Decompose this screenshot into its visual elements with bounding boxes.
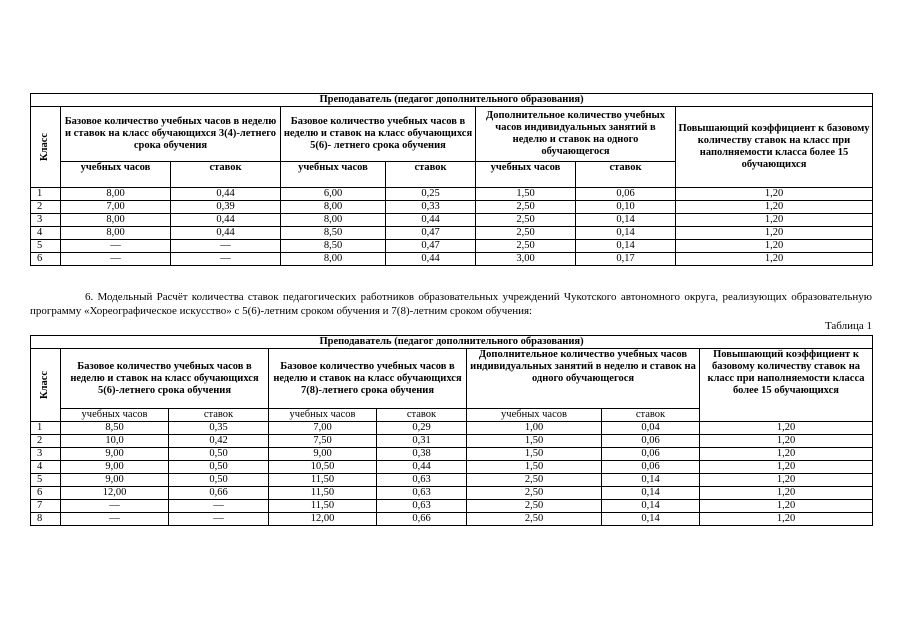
table-2-group3-header: Дополнительное количество учебных часов индивидуальных занятий в неделю и ставок на одного обучающегося [467,349,700,409]
table-cell: 0,33 [386,201,476,214]
table-cell: — [61,513,169,526]
table-cell: 0,44 [386,253,476,266]
table-cell: 0,14 [602,487,700,500]
table-cell: 0,63 [377,487,467,500]
class-header-label: Класс [39,132,51,162]
table-cell: 7,50 [269,435,377,448]
table-cell: 0,14 [576,227,676,240]
table-cell: 0,04 [602,422,700,435]
table-cell: 9,00 [269,448,377,461]
table-cell: 9,00 [61,448,169,461]
table-cell: 0,10 [576,201,676,214]
class-number-cell: 5 [31,240,61,253]
table-cell: 9,00 [61,461,169,474]
table-2-sub-rates-1: ставок [169,409,269,422]
table-cell: 8,00 [281,201,386,214]
table-cell: 0,39 [171,201,281,214]
table-cell: 0,38 [377,448,467,461]
table-cell: 0,42 [169,435,269,448]
class-number-cell: 4 [31,227,61,240]
table-row [31,500,873,513]
class-header-label: Класс [39,370,51,400]
table-cell: 10,50 [269,461,377,474]
table-cell: 1,50 [467,435,602,448]
table-cell: 0,29 [377,422,467,435]
table-cell: 0,63 [377,474,467,487]
table-cell: 0,14 [602,513,700,526]
table-cell: 1,20 [676,188,873,201]
table-2-sub-rates-2: ставок [377,409,467,422]
table-cell: — [169,513,269,526]
table-row [31,435,873,448]
table-2-class-header [31,349,61,422]
table-cell: 1,20 [676,214,873,227]
table-cell: 0,66 [377,513,467,526]
table-cell: 0,17 [576,253,676,266]
table-cell: 2,50 [476,227,576,240]
table-cell: 0,14 [576,214,676,227]
table-cell: 11,50 [269,487,377,500]
table-cell: 0,14 [576,240,676,253]
table-cell: 1,50 [467,448,602,461]
table-row [31,513,873,526]
class-number-cell: 1 [31,422,61,435]
table-row [31,474,873,487]
paragraph-6: 6. Модельный Расчёт количества ставок педагогических работников образовательных учреждений Чукотского автономного округа, реализующих образовательную программу «Хореографическое искусство» с 5(6)-летним сроком обучения и 7(8)-летним сроком обучения: [30,291,872,317]
table-1 [30,93,873,266]
table-1-body [31,188,873,266]
table-cell: 0,35 [169,422,269,435]
table-cell: 0,44 [171,188,281,201]
table-cell: 3,00 [476,253,576,266]
table-cell: — [61,500,169,513]
table-cell: 1,20 [676,253,873,266]
class-number-cell: 6 [31,253,61,266]
table-cell: 0,31 [377,435,467,448]
table-cell: 0,14 [602,474,700,487]
table-cell: 8,50 [61,422,169,435]
table-2-group4-header: Повышающий коэффициент к базовому количеству ставок на класс при наполняемости класса более 15 обучающихся [700,349,873,422]
class-number-cell: 6 [31,487,61,500]
table-2-sub-hours-2: учебных часов [269,409,377,422]
table-2-title: Преподаватель (педагог дополнительного образования) [31,336,873,349]
table-cell: 8,00 [281,214,386,227]
table-2-group1-header: Базовое количество учебных часов в неделю и ставок на класс обучающихся 5(6)-летнего срока обучения [61,349,269,409]
table-1-group4-header: Повышающий коэффициент к базовому количеству ставок на класс при наполняемости класса более 15 обучающихся [676,107,873,188]
table-cell: 8,00 [281,253,386,266]
table-cell: 12,00 [61,487,169,500]
class-number-cell: 1 [31,188,61,201]
table-cell: 7,00 [61,201,171,214]
table-cell: 0,50 [169,448,269,461]
table-cell: 2,50 [476,240,576,253]
class-number-cell: 2 [31,435,61,448]
table-cell: — [61,240,171,253]
table-row [31,253,873,266]
table-cell: 1,20 [700,448,873,461]
table-row [31,422,873,435]
table-cell: 0,25 [386,188,476,201]
table-cell: 0,44 [386,214,476,227]
table-cell: 11,50 [269,474,377,487]
class-number-cell: 5 [31,474,61,487]
table-cell: 2,50 [467,513,602,526]
table-cell: 8,50 [281,240,386,253]
table-cell: 2,50 [467,474,602,487]
table-cell: 0,44 [171,227,281,240]
table-2 [30,335,873,526]
table-row [31,487,873,500]
table-cell: 0,47 [386,240,476,253]
table-cell: 0,63 [377,500,467,513]
table-cell: 1,20 [700,474,873,487]
table-2-sub-rates-3: ставок [602,409,700,422]
table-1-sub-hours-2: учебных часов [281,162,386,188]
table-cell: — [171,253,281,266]
class-number-cell: 3 [31,448,61,461]
table-1-group2-header: Базовое количество учебных часов в неделю и ставок на класс обучающихся 5(6)- летнего срока обучения [281,107,476,162]
table-cell: 1,50 [476,188,576,201]
table-cell: 0,06 [602,448,700,461]
table-cell: 1,50 [467,461,602,474]
table-row [31,461,873,474]
table-cell: 8,00 [61,188,171,201]
table-row [31,201,873,214]
table-cell: 0,50 [169,461,269,474]
table-cell: 1,20 [700,513,873,526]
table-cell: 8,50 [281,227,386,240]
table-cell: 7,00 [269,422,377,435]
table-cell: 12,00 [269,513,377,526]
table-cell: — [171,240,281,253]
table-cell: 0,47 [386,227,476,240]
table-cell: 8,00 [61,214,171,227]
table-row [31,188,873,201]
class-number-cell: 2 [31,201,61,214]
table-row [31,214,873,227]
table-cell: 6,00 [281,188,386,201]
table-cell: 1,20 [700,435,873,448]
table-cell: 0,06 [602,435,700,448]
table-cell: 2,50 [467,487,602,500]
table-1-sub-hours-3: учебных часов [476,162,576,188]
table-cell: 0,44 [377,461,467,474]
table-cell: 2,50 [476,214,576,227]
table-row [31,448,873,461]
table-cell: 1,20 [676,240,873,253]
table-caption: Таблица 1 [824,320,872,332]
table-1-group3-header: Дополнительное количество учебных часов индивидуальных занятий в неделю и ставок на одного обучающегося [476,107,676,162]
table-1-sub-rates-2: ставок [386,162,476,188]
table-row [31,227,873,240]
table-cell: 1,20 [700,422,873,435]
table-1-sub-rates-1: ставок [171,162,281,188]
table-2-sub-hours-3: учебных часов [467,409,602,422]
class-number-cell: 7 [31,500,61,513]
table-cell: 1,20 [700,487,873,500]
table-cell: 2,50 [467,500,602,513]
table-cell: 1,20 [700,461,873,474]
table-1-title: Преподаватель (педагог дополнительного образования) [31,94,873,107]
table-1-sub-hours-1: учебных часов [61,162,171,188]
table-cell: 1,00 [467,422,602,435]
table-cell: 8,00 [61,227,171,240]
table-row [31,240,873,253]
table-2-sub-hours-1: учебных часов [61,409,169,422]
table-cell: 0,44 [171,214,281,227]
table-cell: 10,0 [61,435,169,448]
table-cell: 11,50 [269,500,377,513]
table-cell: 9,00 [61,474,169,487]
table-cell: — [61,253,171,266]
table-1-group1-header: Базовое количество учебных часов в неделю и ставок на класс обучающихся 3(4)-летнего срока обучения [61,107,281,162]
class-number-cell: 3 [31,214,61,227]
table-cell: 0,66 [169,487,269,500]
table-cell: 0,06 [602,461,700,474]
table-cell: — [169,500,269,513]
table-cell: 1,20 [676,227,873,240]
table-cell: 1,20 [676,201,873,214]
class-number-cell: 4 [31,461,61,474]
table-cell: 0,50 [169,474,269,487]
table-2-group2-header: Базовое количество учебных часов в неделю и ставок на класс обучающихся 7(8)-летнего срока обучения [269,349,467,409]
class-number-cell: 8 [31,513,61,526]
table-cell: 2,50 [476,201,576,214]
table-1-sub-rates-3: ставок [576,162,676,188]
table-cell: 1,20 [700,500,873,513]
table-2-body [31,422,873,526]
table-1-class-header [31,107,61,188]
table-cell: 0,06 [576,188,676,201]
table-cell: 0,14 [602,500,700,513]
